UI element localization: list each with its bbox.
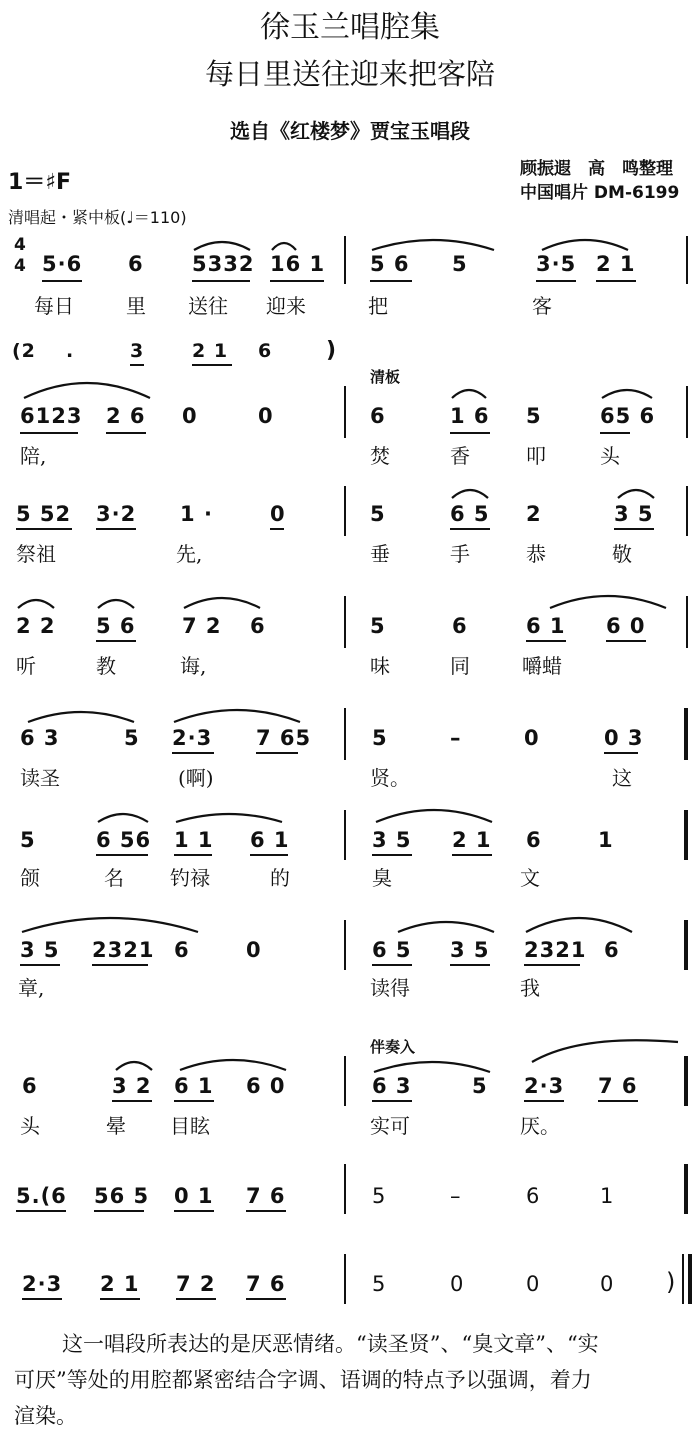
slur bbox=[530, 1040, 680, 1064]
commentary-line: 可厌”等处的用腔都紧密结合字调、语调的特点予以强调，着力 bbox=[14, 1368, 592, 1392]
underline bbox=[598, 1100, 638, 1102]
underline bbox=[270, 528, 284, 530]
underline bbox=[20, 432, 78, 434]
note: 2·3 bbox=[22, 1272, 63, 1296]
underline bbox=[16, 528, 72, 530]
slur bbox=[270, 238, 298, 252]
lyric: 叩 bbox=[526, 444, 546, 468]
bar-line bbox=[344, 1164, 346, 1214]
note: – bbox=[450, 726, 462, 750]
bar-line bbox=[344, 1254, 346, 1304]
slur bbox=[450, 486, 490, 500]
note: 5 bbox=[370, 614, 386, 638]
bar-line bbox=[684, 708, 688, 760]
note: . bbox=[66, 340, 75, 362]
underline bbox=[372, 1100, 412, 1102]
bar-line bbox=[344, 596, 346, 648]
lyric: 颌 bbox=[20, 866, 40, 890]
underline bbox=[526, 640, 566, 642]
note: 0 bbox=[270, 502, 286, 526]
note: 2 6 bbox=[106, 404, 146, 428]
note: 6 3 bbox=[372, 1074, 412, 1098]
note: 6 1 bbox=[174, 1074, 214, 1098]
note: 1 bbox=[180, 502, 196, 526]
lyric: 读圣 bbox=[20, 766, 60, 790]
lyric: 文 bbox=[520, 866, 540, 890]
underline bbox=[606, 640, 646, 642]
note: 0 bbox=[182, 404, 198, 428]
note: 3 5 bbox=[372, 828, 412, 852]
slur bbox=[182, 594, 262, 610]
note: 7 2 bbox=[176, 1272, 216, 1296]
slur bbox=[370, 236, 496, 252]
slur bbox=[114, 1058, 154, 1072]
underline bbox=[600, 432, 630, 434]
note: 5 bbox=[20, 828, 36, 852]
lyric: 这 bbox=[612, 766, 632, 790]
note: 6 bbox=[526, 1184, 541, 1208]
note: 56 5 bbox=[94, 1184, 150, 1208]
underline bbox=[174, 1210, 214, 1212]
note: 3·2 bbox=[96, 502, 137, 526]
underline bbox=[524, 1100, 564, 1102]
note: 5 6 bbox=[370, 252, 410, 276]
note: 65 6 bbox=[600, 404, 656, 428]
bar-line bbox=[684, 1056, 688, 1106]
lyric: 陪, bbox=[20, 444, 47, 468]
slur bbox=[372, 1058, 492, 1074]
note: – bbox=[450, 1184, 462, 1208]
note: 3 5 bbox=[20, 938, 60, 962]
underline bbox=[192, 364, 232, 366]
bar-line bbox=[684, 810, 688, 860]
lyric: 恭 bbox=[526, 542, 546, 566]
underline bbox=[596, 280, 636, 282]
collection-title: 徐玉兰唱腔集 bbox=[260, 10, 440, 45]
note: 6 5 bbox=[372, 938, 412, 962]
underline bbox=[536, 280, 576, 282]
lyric: 每日 bbox=[34, 294, 74, 318]
underline bbox=[20, 964, 60, 966]
lyric: 章, bbox=[18, 976, 45, 1000]
bar-line bbox=[684, 1164, 688, 1214]
underline bbox=[174, 1100, 214, 1102]
slur bbox=[96, 810, 150, 824]
lyric: 听 bbox=[16, 654, 36, 678]
lyric: (啊) bbox=[178, 766, 214, 790]
slur bbox=[16, 596, 56, 610]
note: 2321 bbox=[92, 938, 155, 962]
note: 5 bbox=[526, 404, 542, 428]
note: 6 bbox=[22, 1074, 38, 1098]
note: 6 0 bbox=[246, 1074, 286, 1098]
note: 2 bbox=[526, 502, 542, 526]
note: · bbox=[204, 502, 213, 526]
time-sig-top: 4 bbox=[14, 235, 27, 255]
slur bbox=[22, 378, 152, 400]
note: ) bbox=[666, 1268, 677, 1296]
underline bbox=[22, 1298, 62, 1300]
note: 1 bbox=[600, 1184, 615, 1208]
lyric: 厌。 bbox=[520, 1114, 560, 1138]
lyric: 迎来 bbox=[266, 294, 306, 318]
final-bar-line bbox=[682, 1254, 684, 1304]
arrangers: 顾振遐 高 鸣整理 bbox=[520, 159, 673, 179]
lyric: 嚼蜡 bbox=[522, 654, 562, 678]
bar-line bbox=[344, 920, 346, 970]
underline bbox=[372, 964, 412, 966]
note: 6 5 bbox=[450, 502, 490, 526]
note: 1 bbox=[598, 828, 614, 852]
note: 2 2 bbox=[16, 614, 56, 638]
note: 0 bbox=[246, 938, 262, 962]
note: 5 bbox=[372, 726, 388, 750]
note: 5 bbox=[372, 1184, 387, 1208]
underline bbox=[250, 854, 288, 856]
slur bbox=[178, 1056, 288, 1072]
underline bbox=[192, 280, 250, 282]
note: 6 bbox=[174, 938, 190, 962]
lyric: 客 bbox=[532, 294, 552, 318]
lyric: 先, bbox=[176, 542, 203, 566]
note: 16 1 bbox=[270, 252, 326, 276]
underline bbox=[42, 280, 82, 282]
note: 5 bbox=[452, 252, 468, 276]
note: 7 6 bbox=[598, 1074, 638, 1098]
tempo-marking: 清唱起・紧中板(♩＝110) bbox=[8, 208, 187, 227]
note: 6 bbox=[250, 614, 266, 638]
note: 3·5 bbox=[536, 252, 577, 276]
note: 2 1 bbox=[452, 828, 492, 852]
slur bbox=[540, 236, 630, 252]
slur bbox=[96, 596, 136, 610]
note: 3 bbox=[130, 340, 145, 362]
note: 2321 bbox=[524, 938, 587, 962]
underline bbox=[604, 752, 638, 754]
lyric: 诲, bbox=[180, 654, 207, 678]
underline bbox=[100, 1298, 140, 1300]
note: 6 bbox=[128, 252, 144, 276]
bar-line bbox=[686, 386, 688, 438]
underline bbox=[172, 752, 214, 754]
lyric: 臭 bbox=[372, 866, 392, 890]
record-number: 中国唱片 DM-6199 bbox=[520, 183, 680, 203]
note: 0 bbox=[450, 1272, 465, 1296]
lyric: 把 bbox=[368, 294, 388, 318]
slur bbox=[172, 706, 302, 724]
note: 5 52 bbox=[16, 502, 72, 526]
underline bbox=[370, 280, 412, 282]
accompaniment-mark: 伴奏入 bbox=[370, 1038, 416, 1056]
note: 1 1 bbox=[174, 828, 214, 852]
note: 6 1 bbox=[250, 828, 290, 852]
lyric: 晕 bbox=[106, 1114, 126, 1138]
note: 0 3 bbox=[604, 726, 644, 750]
note: 5 bbox=[372, 1272, 387, 1296]
underline bbox=[450, 432, 490, 434]
lyric: 香 bbox=[450, 444, 470, 468]
time-sig-bottom: 4 bbox=[14, 256, 27, 276]
bar-line bbox=[344, 810, 346, 860]
underline bbox=[246, 1298, 286, 1300]
note: 2 1 bbox=[596, 252, 636, 276]
bar-line bbox=[344, 486, 346, 536]
bar-line bbox=[686, 236, 688, 284]
note: (2 bbox=[12, 340, 36, 362]
note: 5332 bbox=[192, 252, 255, 276]
note: 5 6 bbox=[96, 614, 136, 638]
note: ) bbox=[326, 338, 338, 363]
slur bbox=[374, 806, 494, 824]
note: 5 bbox=[124, 726, 140, 750]
lyric: 里 bbox=[126, 294, 146, 318]
bar-line bbox=[344, 1056, 346, 1106]
slur bbox=[26, 708, 136, 724]
note: 6 56 bbox=[96, 828, 152, 852]
note: 7 6 bbox=[246, 1272, 286, 1296]
note: 2 1 bbox=[100, 1272, 140, 1296]
slur bbox=[524, 914, 634, 934]
underline bbox=[524, 964, 580, 966]
note: 6 bbox=[258, 340, 273, 362]
underline bbox=[256, 752, 298, 754]
underline bbox=[96, 854, 148, 856]
underline bbox=[372, 854, 412, 856]
bar-line bbox=[686, 596, 688, 648]
note: 0 bbox=[526, 1272, 541, 1296]
lyric: 手 bbox=[450, 542, 470, 566]
note: 5.(6 bbox=[16, 1184, 67, 1208]
final-bar-line bbox=[688, 1254, 692, 1304]
slur bbox=[600, 386, 654, 400]
underline bbox=[270, 280, 324, 282]
underline bbox=[452, 854, 492, 856]
commentary-line: 渲染。 bbox=[14, 1404, 77, 1428]
slur bbox=[174, 810, 284, 824]
note: 1 6 bbox=[450, 404, 490, 428]
underline bbox=[96, 640, 136, 642]
note: 2·3 bbox=[524, 1074, 565, 1098]
bar-line bbox=[686, 486, 688, 536]
source-note: 选自《红楼梦》贾宝玉唱段 bbox=[230, 119, 470, 143]
note: 6 3 bbox=[20, 726, 60, 750]
note: 6 0 bbox=[606, 614, 646, 638]
bar-line bbox=[344, 236, 346, 284]
note: 0 bbox=[600, 1272, 615, 1296]
underline bbox=[94, 1210, 144, 1212]
lyric: 教 bbox=[96, 654, 116, 678]
slur bbox=[192, 238, 252, 252]
lyric: 我 bbox=[520, 976, 540, 1000]
underline bbox=[130, 364, 144, 366]
song-title: 每日里送往迎来把客陪 bbox=[204, 57, 495, 91]
underline bbox=[16, 1210, 66, 1212]
lyric: 钓禄 bbox=[170, 866, 210, 890]
slur bbox=[616, 486, 656, 500]
lyric: 同 bbox=[450, 654, 470, 678]
note: 0 1 bbox=[174, 1184, 214, 1208]
lyric: 实可 bbox=[370, 1114, 410, 1138]
lyric: 祭祖 bbox=[16, 542, 56, 566]
note: 5 bbox=[472, 1074, 488, 1098]
bar-line bbox=[684, 920, 688, 970]
underline bbox=[450, 964, 490, 966]
note: 6 bbox=[452, 614, 468, 638]
underline bbox=[96, 528, 136, 530]
lyric: 的 bbox=[270, 866, 290, 890]
note: 3 2 bbox=[112, 1074, 152, 1098]
underline bbox=[112, 1100, 152, 1102]
lyric: 味 bbox=[370, 654, 390, 678]
note: 6 bbox=[526, 828, 542, 852]
note: 6123 bbox=[20, 404, 83, 428]
slur bbox=[548, 592, 668, 610]
lyric: 贤。 bbox=[370, 766, 410, 790]
underline bbox=[176, 1298, 216, 1300]
underline bbox=[106, 432, 146, 434]
lyric: 头 bbox=[20, 1114, 40, 1138]
lyric: 敬 bbox=[612, 542, 632, 566]
note: 0 bbox=[524, 726, 540, 750]
bar-line bbox=[344, 386, 346, 438]
note: 2 1 bbox=[192, 340, 229, 362]
note: 3 5 bbox=[450, 938, 490, 962]
note: 0 bbox=[258, 404, 274, 428]
commentary-line: 这一唱段所表达的是厌恶情绪。“读圣贤”、“臭文章”、“实 bbox=[62, 1332, 599, 1356]
note: 5·6 bbox=[42, 252, 83, 276]
underline bbox=[614, 528, 654, 530]
note: 6 bbox=[604, 938, 620, 962]
slur bbox=[450, 386, 488, 400]
note: 7 65 bbox=[256, 726, 312, 750]
note: 7 2 bbox=[182, 614, 222, 638]
qingban-mark: 清板 bbox=[370, 368, 401, 386]
lyric: 送往 bbox=[188, 294, 228, 318]
note: 6 bbox=[370, 404, 386, 428]
lyric: 名 bbox=[104, 866, 124, 890]
underline bbox=[450, 528, 490, 530]
bar-line bbox=[344, 708, 346, 760]
note: 6 1 bbox=[526, 614, 566, 638]
slur bbox=[396, 918, 496, 934]
slur bbox=[20, 914, 200, 934]
underline bbox=[246, 1210, 286, 1212]
note: 5 bbox=[370, 502, 386, 526]
lyric: 目眩 bbox=[170, 1114, 210, 1138]
underline bbox=[92, 964, 148, 966]
underline bbox=[174, 854, 212, 856]
note: 7 6 bbox=[246, 1184, 286, 1208]
note: 2·3 bbox=[172, 726, 213, 750]
lyric: 头 bbox=[600, 444, 620, 468]
lyric: 焚 bbox=[370, 444, 390, 468]
lyric: 读得 bbox=[370, 976, 410, 1000]
key-signature: 1＝♯F bbox=[8, 170, 71, 195]
lyric: 垂 bbox=[370, 542, 390, 566]
note: 3 5 bbox=[614, 502, 654, 526]
